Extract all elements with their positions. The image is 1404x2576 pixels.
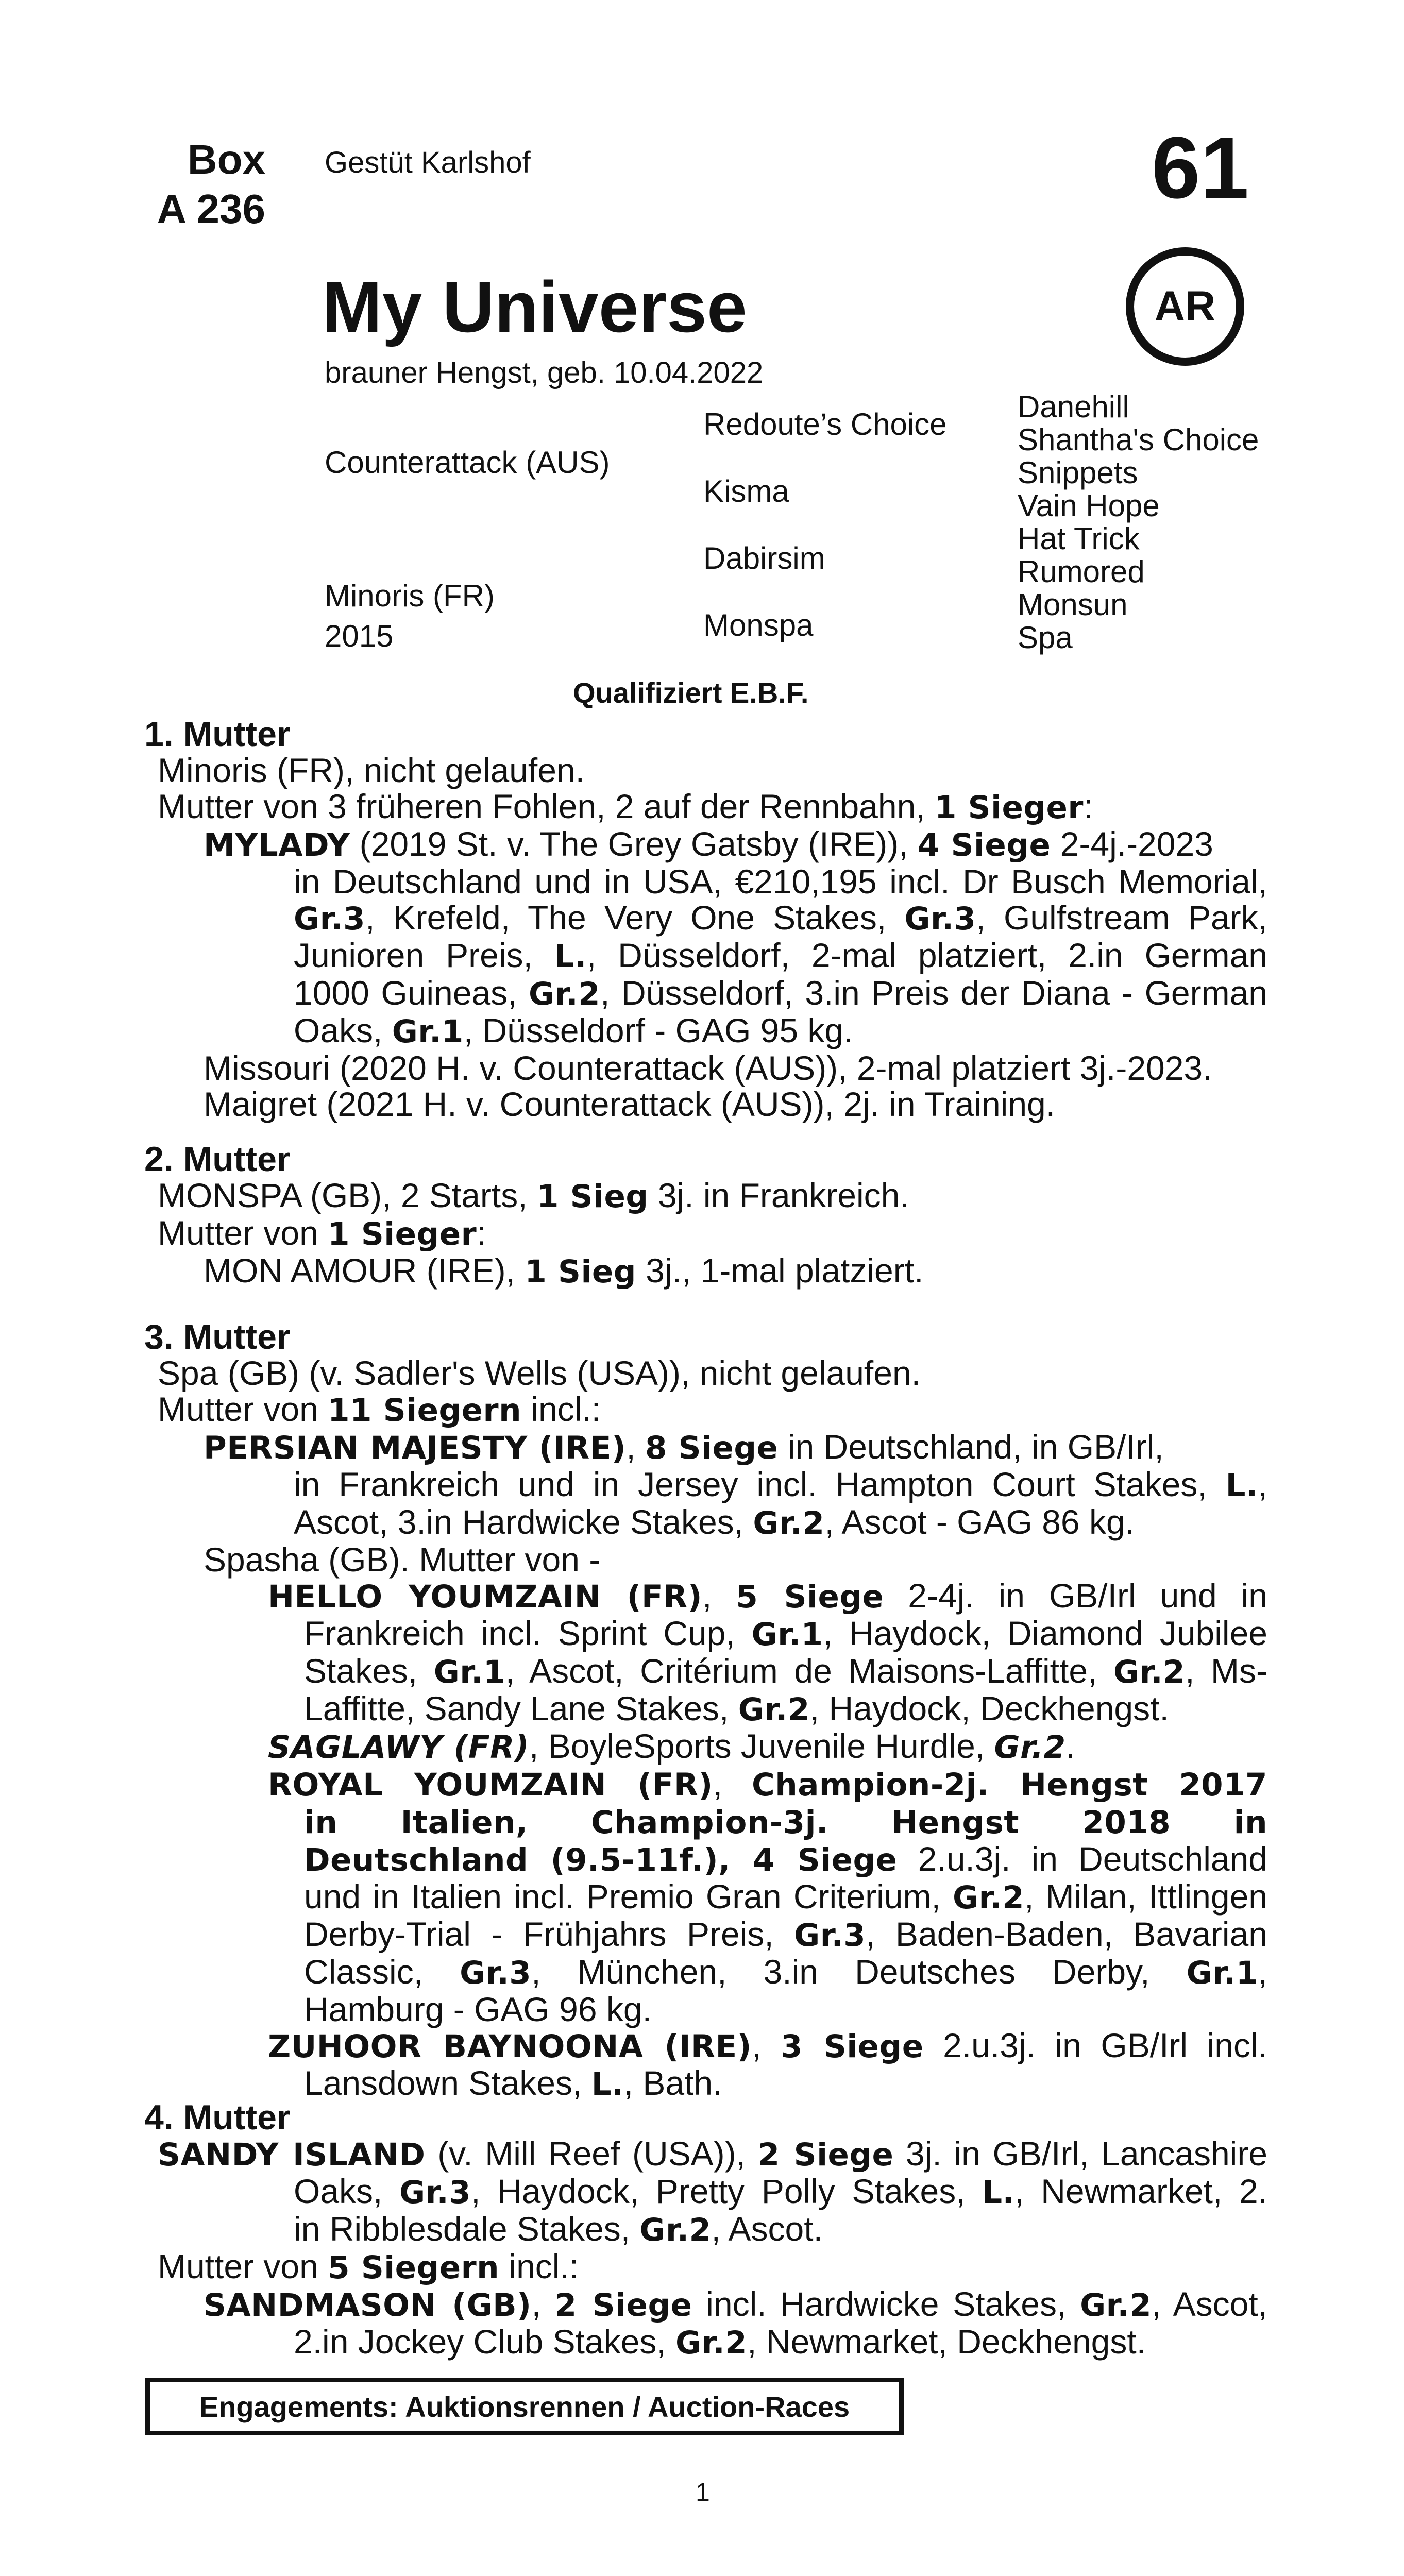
text-line: Laffitte, Sandy Lane Stakes, Gr.2, Haydock, Deckhengst. [304, 1689, 1169, 1728]
pedigree-sire-dam: Kisma [703, 474, 789, 509]
text-line: Deutschland (9.5-11f.), 4 Siege 2.u.3j. in Deutschland [304, 1840, 1267, 1878]
text-line: Classic, Gr.3, München, 3.in Deutsches Derby, Gr.1, [304, 1953, 1267, 1991]
text-line: Mutter von 3 früheren Fohlen, 2 auf der Rennbahn, 1 Sieger: [158, 787, 1093, 826]
horse-name: My Universe [322, 266, 747, 347]
section-title: 3. Mutter [144, 1317, 291, 1357]
text-line: in Italien, Champion-3j. Hengst 2018 in [304, 1804, 1267, 1841]
pedigree-sire: Counterattack (AUS) [325, 445, 610, 480]
text-line: Ascot, 3.in Hardwicke Stakes, Gr.2, Ascot - GAG 86 kg. [294, 1503, 1135, 1541]
text-line: Minoris (FR), nicht gelaufen. [158, 751, 585, 789]
text-line: Oaks, Gr.3, Haydock, Pretty Polly Stakes, L., Newmarket, 2. [294, 2172, 1267, 2211]
text-line: 2.in Jockey Club Stakes, Gr.2, Newmarket, Deckhengst. [294, 2323, 1146, 2361]
offspring-entry: SAGLAWY (FR), BoyleSports Juvenile Hurdle, Gr.2. [268, 1727, 1075, 1766]
text-line: in Frankreich und in Jersey incl. Hampton Court Stakes, L., [294, 1465, 1267, 1504]
ancestor: Monsun [1018, 587, 1128, 622]
text-line: Mutter von 1 Sieger: [158, 1214, 486, 1252]
page-number: 1 [696, 2478, 710, 2506]
ancestor: Hat Trick [1018, 521, 1140, 556]
text-line: und in Italien incl. Premio Gran Criterium, Gr.2, Milan, Ittlingen [304, 1877, 1267, 1916]
text-line: Frankreich incl. Sprint Cup, Gr.1, Haydock, Diamond Jubilee [304, 1614, 1267, 1653]
text-line: MONSPA (GB), 2 Starts, 1 Sieg 3j. in Frankreich. [158, 1176, 909, 1215]
box-line1: Box [187, 137, 265, 182]
section-title: 2. Mutter [144, 1140, 291, 1179]
text-line: SANDY ISLAND (v. Mill Reef (USA)), 2 Siege 3j. in GB/Irl, Lancashire [158, 2134, 1268, 2173]
offspring-entry: SANDMASON (GB), 2 Siege incl. Hardwicke Stakes, Gr.2, Ascot, [204, 2285, 1267, 2324]
offspring-entry: Spasha (GB). Mutter von - [204, 1540, 601, 1579]
stud-name: Gestüt Karlshof [325, 146, 531, 179]
section-title: 1. Mutter [144, 715, 291, 754]
lot-number: 61 [1152, 119, 1249, 217]
text-line: in Deutschland und in USA, €210,195 incl. Dr Busch Memorial, [294, 862, 1267, 901]
section-mutter-3 [144, 1319, 1267, 2103]
qualified-label: Qualifiziert E.B.F. [573, 676, 809, 709]
text-line: Mutter von 11 Siegern incl.: [158, 1390, 601, 1429]
offspring-entry: PERSIAN MAJESTY (IRE), 8 Siege in Deutschland, in GB/Irl, [204, 1428, 1164, 1466]
pedigree-sire-sire: Redoute’s Choice [703, 407, 947, 442]
ancestor: Rumored [1018, 554, 1145, 589]
text-line: 1000 Guineas, Gr.2, Düsseldorf, 3.in Preis der Diana - German [294, 974, 1267, 1012]
offspring-entry: Missouri (2020 H. v. Counterattack (AUS)), 2-mal platziert 3j.-2023. [204, 1049, 1212, 1087]
text-line: Derby-Trial - Frühjahrs Preis, Gr.3, Baden-Baden, Bavarian [304, 1915, 1267, 1954]
horse-description: brauner Hengst, geb. 10.04.2022 [325, 356, 764, 389]
pedigree-dam-sire: Dabirsim [703, 541, 825, 575]
pedigree-ancestors [1018, 391, 1259, 654]
ancestor: Spa [1018, 620, 1073, 655]
offspring-entry: Maigret (2021 H. v. Counterattack (AUS)), 2j. in Training. [204, 1085, 1056, 1123]
box-label [139, 135, 265, 234]
pedigree-dam: Minoris (FR) [325, 579, 495, 613]
ancestor: Danehill [1018, 389, 1129, 424]
section-mutter-4 [144, 2099, 1267, 2361]
section-mutter-1 [144, 716, 1267, 1122]
text-line: Lansdown Stakes, L., Bath. [304, 2064, 722, 2103]
ar-badge: AR [1126, 247, 1244, 366]
offspring-entry: ZUHOOR BAYNOONA (IRE), 3 Siege 2.u.3j. in GB/Irl incl. [268, 2026, 1267, 2065]
text-line: in Ribblesdale Stakes, Gr.2, Ascot. [294, 2210, 823, 2248]
ancestor: Snippets [1018, 455, 1138, 490]
text-line: Gr.3, Krefeld, The Very One Stakes, Gr.3, Gulfstream Park, [294, 899, 1267, 937]
engagements-box: Engagements: Auktionsrennen / Auction-Races [145, 2378, 904, 2435]
offspring-entry: HELLO YOUMZAIN (FR), 5 Siege 2-4j. in GB/Irl und in [268, 1577, 1268, 1615]
offspring-entry: MON AMOUR (IRE), 1 Sieg 3j., 1-mal platziert. [204, 1251, 924, 1290]
offspring-entry: ROYAL YOUMZAIN (FR), Champion-2j. Hengst 2017 [268, 1765, 1267, 1803]
section-title: 4. Mutter [144, 2098, 291, 2137]
box-line2: A 236 [157, 186, 265, 232]
text-line: Junioren Preis, L., Düsseldorf, 2-mal platziert, 2.in German [294, 936, 1267, 975]
text-line: Mutter von 5 Siegern incl.: [158, 2247, 579, 2286]
offspring-entry: MYLADY (2019 St. v. The Grey Gatsby (IRE)), 4 Siege 2-4j.-2023 [204, 825, 1213, 863]
ancestor: Vain Hope [1018, 488, 1160, 523]
pedigree-dam-year: 2015 [325, 619, 394, 653]
text-line: Hamburg - GAG 96 kg. [304, 1990, 652, 2028]
text-line: Oaks, Gr.1, Düsseldorf - GAG 95 kg. [294, 1011, 853, 1050]
text-line: Spa (GB) (v. Sadler's Wells (USA)), nicht gelaufen. [158, 1354, 921, 1392]
text-line: Stakes, Gr.1, Ascot, Critérium de Maisons-Laffitte, Gr.2, Ms- [304, 1652, 1267, 1690]
ancestor: Shantha's Choice [1018, 422, 1259, 457]
offspring-name: MYLADY [204, 827, 350, 863]
section-mutter-2 [144, 1141, 1267, 1290]
pedigree-dam-dam: Monspa [703, 608, 814, 642]
